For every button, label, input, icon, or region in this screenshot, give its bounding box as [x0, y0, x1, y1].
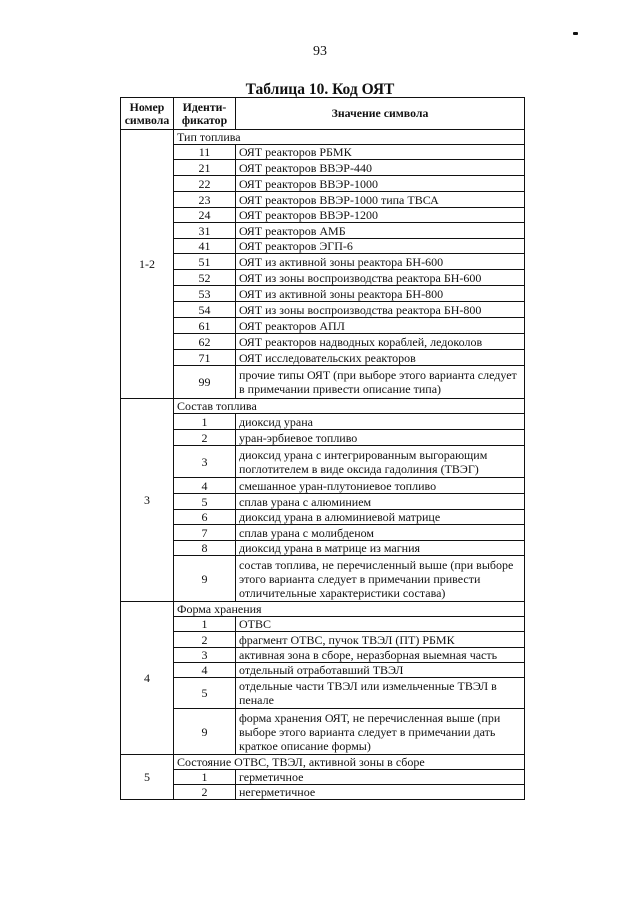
meaning-cell: ОЯТ из зоны воспроизводства реактора БН-600 — [236, 270, 525, 286]
identifier-cell: 31 — [174, 223, 236, 239]
identifier-cell: 2 — [174, 785, 236, 800]
identifier-cell: 52 — [174, 270, 236, 286]
identifier-cell: 53 — [174, 286, 236, 302]
table-row — [121, 223, 525, 239]
meaning-cell: герметичное — [236, 770, 525, 785]
table-row — [121, 239, 525, 254]
table-row — [121, 709, 525, 755]
identifier-cell: 54 — [174, 302, 236, 318]
table-body — [121, 130, 525, 800]
group-label: Форма хранения — [174, 602, 525, 617]
table-title: Таблица 10. Код ОЯТ — [245, 81, 395, 98]
table-row — [121, 541, 525, 556]
table-row — [121, 663, 525, 678]
table-row — [121, 414, 525, 430]
meaning-cell: ОЯТ из активной зоны реактора БН-800 — [236, 286, 525, 302]
header-identifier: Иденти- фикатор — [174, 98, 236, 130]
table-row — [121, 192, 525, 208]
table-row — [121, 678, 525, 709]
table-row — [121, 478, 525, 494]
table-row — [121, 430, 525, 446]
meaning-cell: смешанное уран-плутониевое топливо — [236, 478, 525, 494]
identifier-cell: 11 — [174, 145, 236, 160]
meaning-cell: отдельный отработавший ТВЭЛ — [236, 663, 525, 678]
identifier-cell: 5 — [174, 494, 236, 510]
code-table — [120, 97, 525, 800]
table-row — [121, 254, 525, 270]
group-header-row — [121, 130, 525, 145]
meaning-cell: форма хранения ОЯТ, не перечисленная выше (при выборе этого варианта следует в примечании дать краткое описание формы) — [236, 709, 525, 755]
meaning-cell: ОЯТ из активной зоны реактора БН-600 — [236, 254, 525, 270]
identifier-cell: 23 — [174, 192, 236, 208]
group-label: Состояние ОТВС, ТВЭЛ, активной зоны в сборе — [174, 755, 525, 770]
meaning-cell: ОЯТ реакторов ВВЭР-440 — [236, 160, 525, 176]
identifier-cell: 3 — [174, 446, 236, 478]
identifier-cell: 22 — [174, 176, 236, 192]
table-row — [121, 494, 525, 510]
group-header-row — [121, 399, 525, 414]
table-row — [121, 556, 525, 602]
symbol-number-cell: 1-2 — [121, 130, 174, 399]
meaning-cell: ОЯТ реакторов надводных кораблей, ледоколов — [236, 334, 525, 350]
table-row — [121, 350, 525, 366]
identifier-cell: 1 — [174, 617, 236, 632]
table-row — [121, 270, 525, 286]
identifier-cell: 3 — [174, 648, 236, 663]
table-row — [121, 176, 525, 192]
meaning-cell: диоксид урана — [236, 414, 525, 430]
meaning-cell: негерметичное — [236, 785, 525, 800]
identifier-cell: 9 — [174, 709, 236, 755]
symbol-number-cell: 5 — [121, 755, 174, 800]
table-row — [121, 286, 525, 302]
identifier-cell: 5 — [174, 678, 236, 709]
meaning-cell: уран-эрбиевое топливо — [236, 430, 525, 446]
group-header-row — [121, 755, 525, 770]
meaning-cell: состав топлива, не перечисленный выше (при выборе этого варианта следует в примечании привести отличительные характеристики состава) — [236, 556, 525, 602]
table-row — [121, 446, 525, 478]
table-row — [121, 510, 525, 525]
meaning-cell: ОЯТ реакторов ВВЭР-1000 — [236, 176, 525, 192]
table-row — [121, 770, 525, 785]
table-row — [121, 160, 525, 176]
table-row — [121, 366, 525, 399]
identifier-cell: 62 — [174, 334, 236, 350]
table-row — [121, 785, 525, 800]
identifier-cell: 2 — [174, 430, 236, 446]
table-row — [121, 318, 525, 334]
identifier-cell: 6 — [174, 510, 236, 525]
meaning-cell: фрагмент ОТВС, пучок ТВЭЛ (ПТ) РБМК — [236, 632, 525, 648]
meaning-cell: ОЯТ реакторов АПЛ — [236, 318, 525, 334]
identifier-cell: 51 — [174, 254, 236, 270]
table-row — [121, 208, 525, 223]
identifier-cell: 41 — [174, 239, 236, 254]
meaning-cell: ОЯТ реакторов ВВЭР-1000 типа ТВСА — [236, 192, 525, 208]
meaning-cell: ОЯТ реакторов ВВЭР-1200 — [236, 208, 525, 223]
meaning-cell: ОЯТ реакторов РБМК — [236, 145, 525, 160]
identifier-cell: 21 — [174, 160, 236, 176]
meaning-cell: активная зона в сборе, неразборная выемная часть — [236, 648, 525, 663]
table-row — [121, 617, 525, 632]
identifier-cell: 61 — [174, 318, 236, 334]
identifier-cell: 4 — [174, 663, 236, 678]
table-row — [121, 632, 525, 648]
group-label: Тип топлива — [174, 130, 525, 145]
meaning-cell: сплав урана с молибденом — [236, 525, 525, 541]
meaning-cell: ОЯТ реакторов ЭГП-6 — [236, 239, 525, 254]
group-label: Состав топлива — [174, 399, 525, 414]
identifier-cell: 8 — [174, 541, 236, 556]
meaning-cell: диоксид урана в алюминиевой матрице — [236, 510, 525, 525]
page-number: 93 — [313, 44, 327, 59]
meaning-cell: ОТВС — [236, 617, 525, 632]
identifier-cell: 4 — [174, 478, 236, 494]
table-row — [121, 145, 525, 160]
identifier-cell: 1 — [174, 770, 236, 785]
group-header-row — [121, 602, 525, 617]
header-symbol-number: Номер символа — [121, 98, 174, 130]
identifier-cell: 71 — [174, 350, 236, 366]
table-row — [121, 302, 525, 318]
meaning-cell: диоксид урана с интегрированным выгорающим поглотителем в виде оксида гадолиния (ТВЭГ) — [236, 446, 525, 478]
symbol-number-cell: 3 — [121, 399, 174, 602]
meaning-cell: прочие типы ОЯТ (при выборе этого варианта следует в примечании привести описание типа) — [236, 366, 525, 399]
table-row — [121, 648, 525, 663]
table-row — [121, 525, 525, 541]
identifier-cell: 1 — [174, 414, 236, 430]
meaning-cell: ОЯТ из зоны воспроизводства реактора БН-800 — [236, 302, 525, 318]
identifier-cell: 7 — [174, 525, 236, 541]
meaning-cell: сплав урана с алюминием — [236, 494, 525, 510]
identifier-cell: 2 — [174, 632, 236, 648]
identifier-cell: 9 — [174, 556, 236, 602]
meaning-cell: ОЯТ реакторов АМБ — [236, 223, 525, 239]
header-meaning: Значение символа — [236, 98, 525, 130]
identifier-cell: 24 — [174, 208, 236, 223]
meaning-cell: диоксид урана в матрице из магния — [236, 541, 525, 556]
symbol-number-cell: 4 — [121, 602, 174, 755]
meaning-cell: ОЯТ исследовательских реакторов — [236, 350, 525, 366]
corner-mark — [573, 32, 578, 35]
meaning-cell: отдельные части ТВЭЛ или измельченные ТВЭЛ в пенале — [236, 678, 525, 709]
table-row — [121, 334, 525, 350]
identifier-cell: 99 — [174, 366, 236, 399]
